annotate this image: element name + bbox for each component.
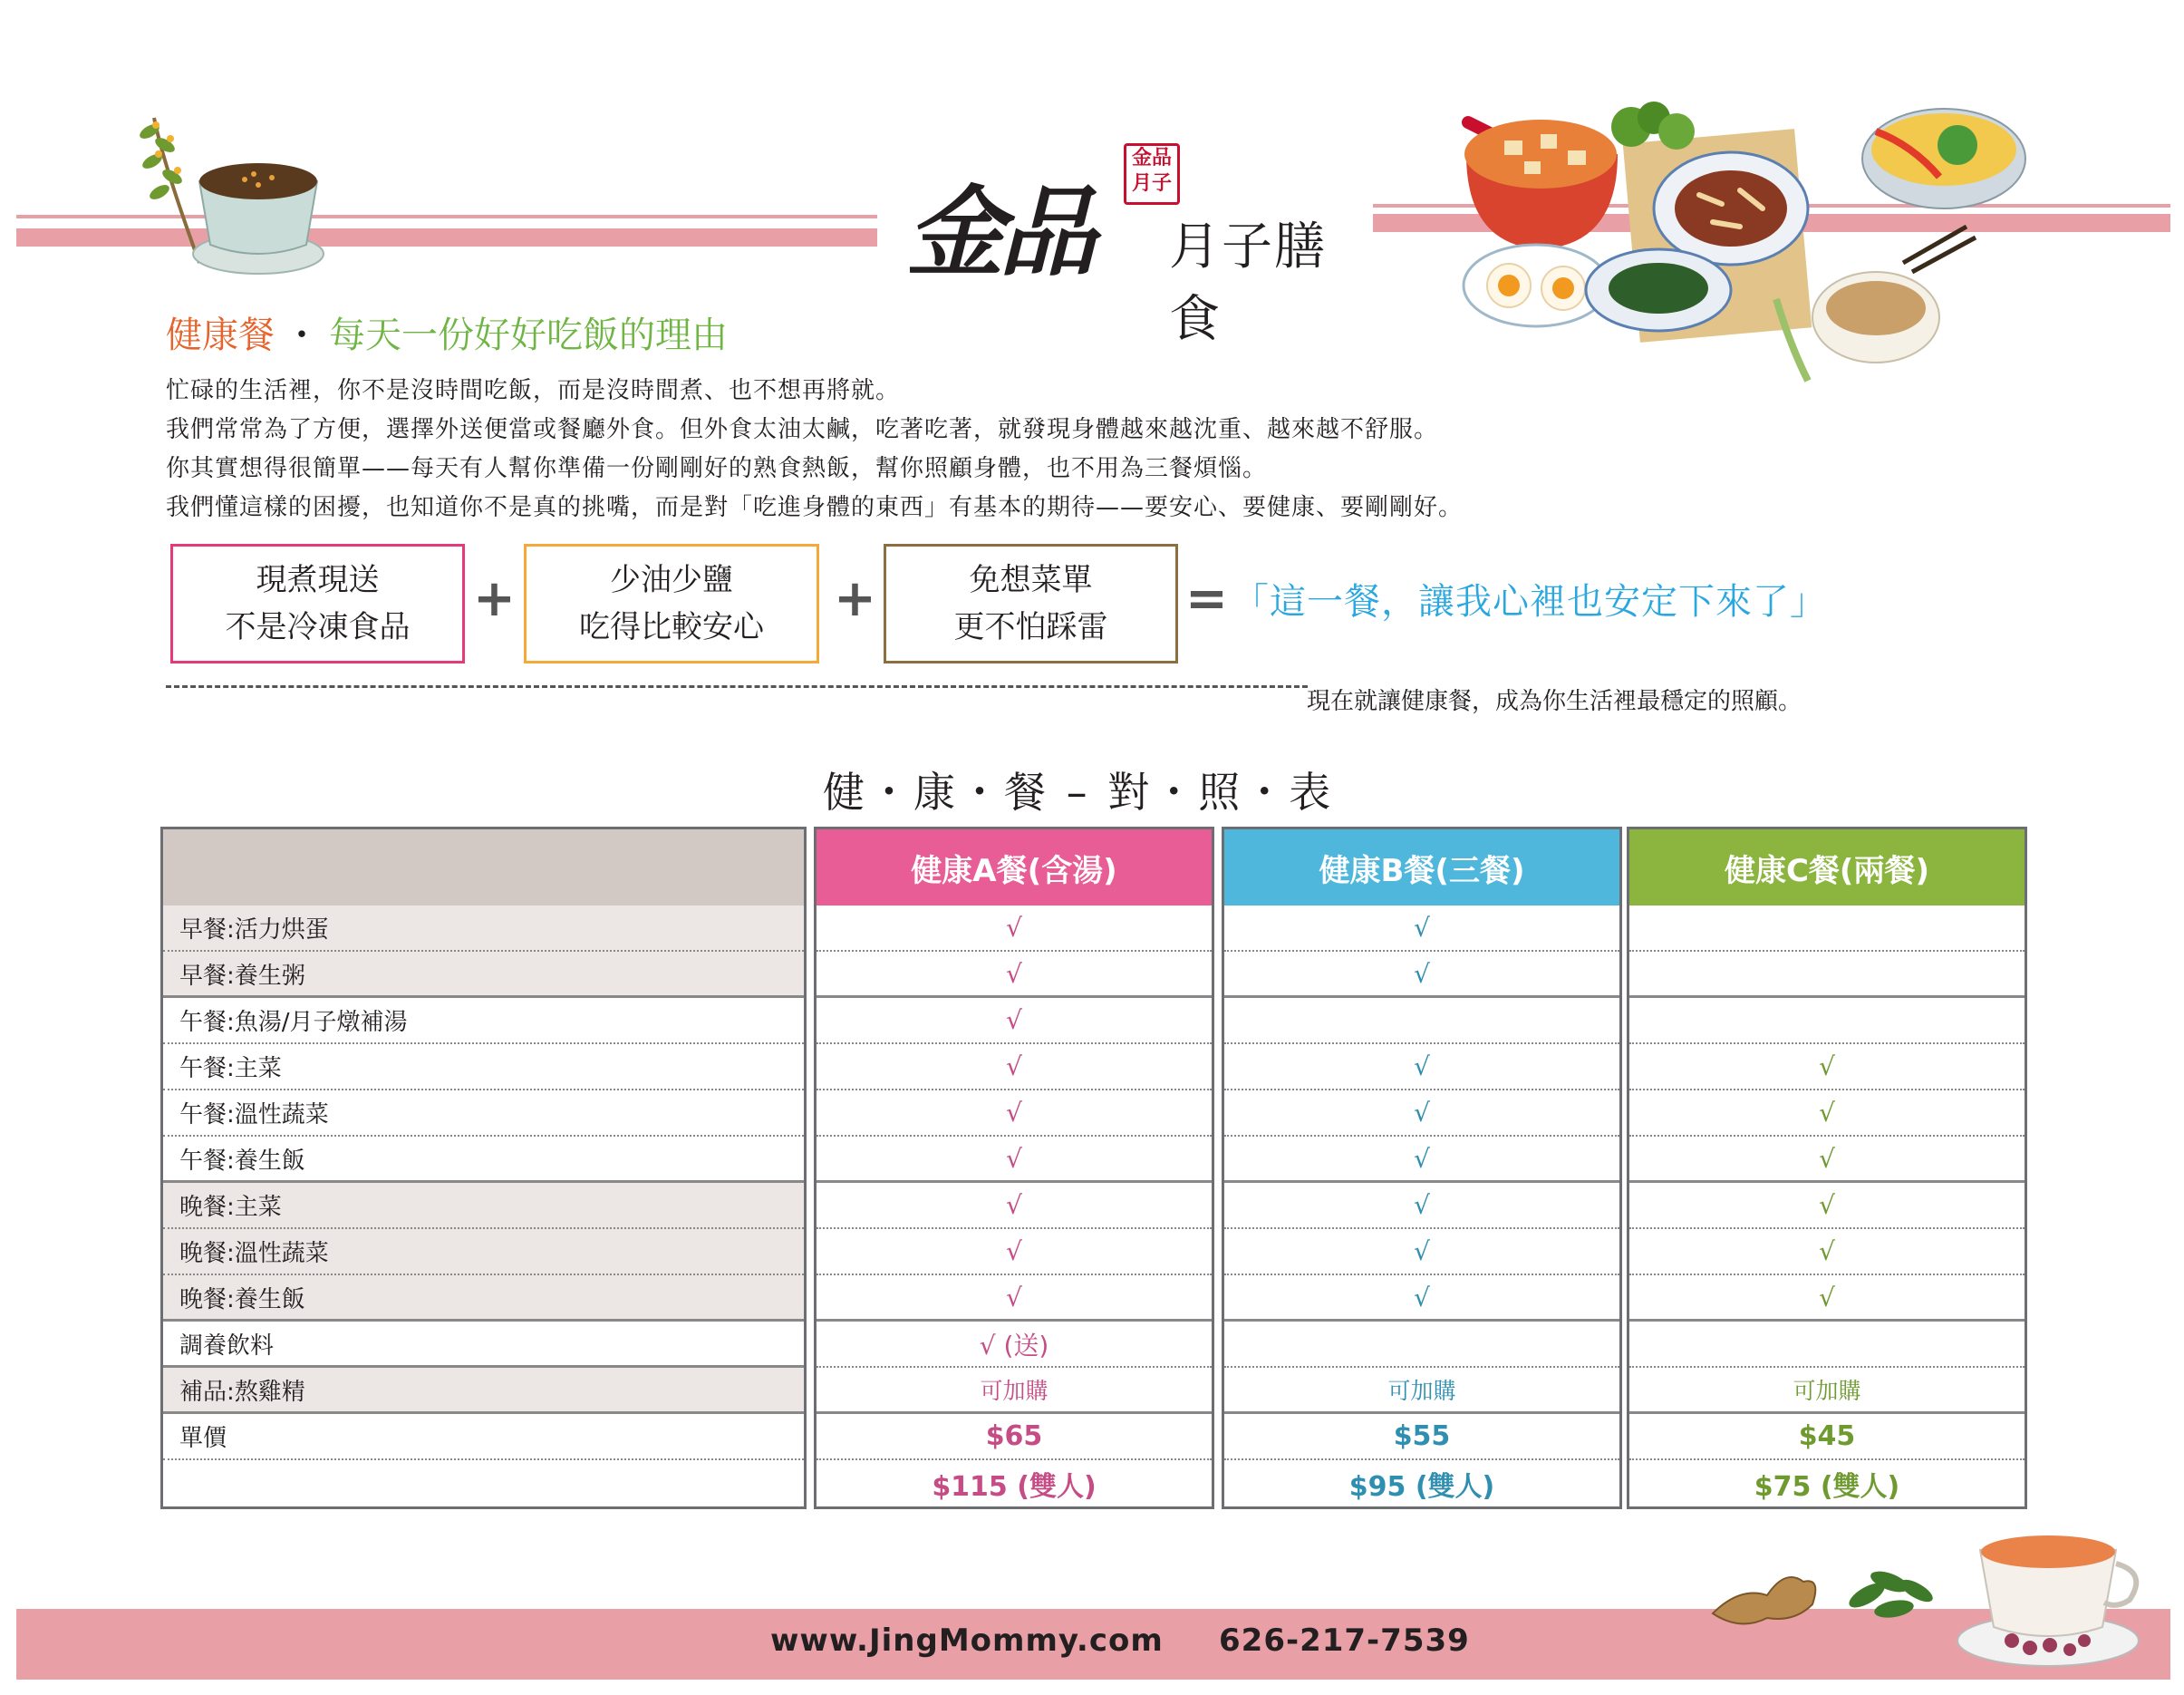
herbal-tea-illustration — [1704, 1496, 2175, 1677]
table-row-label: 午餐:主菜 — [163, 1044, 804, 1090]
footer-website-link[interactable]: www.JingMommy.com — [770, 1622, 1164, 1659]
plan-b-cell — [1224, 1322, 1619, 1368]
plan-a-cell: √ — [817, 1183, 1212, 1229]
table-row-label: 晚餐:主菜 — [163, 1183, 804, 1229]
feature-box-healthy-line1: 少油少鹽 — [610, 562, 733, 598]
plan-c-cell: √ — [1629, 1183, 2025, 1229]
plan-c-cell — [1629, 1322, 2025, 1368]
plan-b-cell: √ — [1224, 1137, 1619, 1183]
intro-paragraph-4: 我們懂這樣的困擾，也知道你不是真的挑嘴，而是對「吃進身體的東西」有基本的期待——要安心、要健康、要剛剛好。 — [166, 494, 1464, 521]
plan-b-cell: √ — [1224, 1229, 1619, 1275]
plan-a-cell: √ — [817, 906, 1212, 952]
plan-c-cell — [1629, 952, 2025, 998]
plan-c-cell: √ — [1629, 1137, 2025, 1183]
feature-box-fresh — [170, 544, 465, 663]
plan-b-header: 健康B餐(三餐) — [1224, 829, 1619, 906]
plan-b-cell: √ — [1224, 1275, 1619, 1322]
feature-box-healthy-line2: 吃得比較安心 — [579, 609, 764, 645]
logo-seal-stamp: 金品月子 — [1124, 143, 1180, 205]
logo-sub-text: 月子膳食 — [1169, 218, 1327, 349]
plan-c-cell — [1629, 998, 2025, 1044]
plan-c-price-double: $75 (雙人) — [1754, 1470, 1900, 1503]
plan-a-price-double: $115 (雙人) — [932, 1470, 1097, 1503]
table-row-label — [163, 1460, 804, 1506]
table-title: 健・康・餐 – 對・照・表 — [823, 768, 1335, 817]
plan-c-cell — [1629, 906, 2025, 952]
intro-heading-main: 健康餐 — [166, 315, 275, 356]
table-row-label: 午餐:溫性蔬菜 — [163, 1090, 804, 1137]
plan-c-cell: √ — [1629, 1229, 2025, 1275]
plan-a-cell: √ — [817, 1090, 1212, 1137]
plan-a-cell: √ — [817, 1137, 1212, 1183]
plan-a-cell: √ — [817, 998, 1212, 1044]
plus-sign-1: + — [473, 569, 516, 628]
plan-c-column — [1627, 827, 2027, 1509]
plan-b-cell: √ — [1224, 906, 1619, 952]
tea-cup-illustration — [100, 109, 326, 281]
feature-box-menu-line2: 更不怕踩雷 — [953, 609, 1108, 645]
plan-c-cell: √ — [1629, 1275, 2025, 1322]
plan-a-cell: √ — [817, 1229, 1212, 1275]
plan-a-cell: √ (送) — [817, 1322, 1212, 1368]
plan-a-header: 健康A餐(含湯) — [817, 829, 1212, 906]
plan-b-cell — [1224, 998, 1619, 1044]
plan-c-cell: √ — [1629, 1044, 2025, 1090]
table-row-label: 午餐:養生飯 — [163, 1137, 804, 1183]
food-dishes-illustration — [1450, 91, 2039, 390]
plus-sign-2: + — [834, 569, 876, 628]
plan-a-cell: √ — [817, 1044, 1212, 1090]
table-row-label: 晚餐:溫性蔬菜 — [163, 1229, 804, 1275]
intro-heading-dot: ・ — [284, 315, 320, 356]
plan-b-price: $55 — [1224, 1414, 1619, 1460]
intro-heading — [166, 306, 728, 358]
table-row-label: 晚餐:養生飯 — [163, 1275, 804, 1322]
plan-a-cell: √ — [817, 1275, 1212, 1322]
equation-result: 「這一餐，讓我心裡也安定下來了」 — [1232, 581, 1827, 623]
plan-a-column — [814, 827, 1214, 1509]
plan-b-cell: √ — [1224, 1044, 1619, 1090]
plan-b-cell: √ — [1224, 1183, 1619, 1229]
plan-b-price-double: $95 (雙人) — [1348, 1470, 1495, 1503]
feature-box-menu-line1: 免想菜單 — [969, 562, 1093, 598]
plan-b-addon: 可加購 — [1224, 1368, 1619, 1414]
plan-c-cell: √ — [1629, 1090, 2025, 1137]
feature-box-menu — [884, 544, 1178, 663]
table-row-label: 午餐:魚湯/月子燉補湯 — [163, 998, 804, 1044]
feature-box-healthy — [524, 544, 819, 663]
tagline: 現在就讓健康餐，成為你生活裡最穩定的照顧。 — [1307, 688, 1802, 715]
plan-b-cell: √ — [1224, 1090, 1619, 1137]
plan-a-cell: √ — [817, 952, 1212, 998]
plan-a-price: $65 — [817, 1414, 1212, 1460]
table-row-label: 單價 — [163, 1414, 804, 1460]
table-row-label: 早餐:活力烘蛋 — [163, 906, 804, 952]
equals-sign: = — [1185, 569, 1228, 628]
dashed-divider — [166, 685, 1308, 688]
table-row-label: 補品:熬雞精 — [163, 1368, 804, 1414]
plan-b-cell: √ — [1224, 952, 1619, 998]
intro-heading-tagline: 每天一份好好吃飯的理由 — [329, 315, 728, 356]
logo-main-text: 金品 — [906, 176, 1092, 290]
brand-logo — [906, 136, 1359, 349]
plan-c-addon: 可加購 — [1629, 1368, 2025, 1414]
plan-a-addon: 可加購 — [817, 1368, 1212, 1414]
table-row-label: 早餐:養生粥 — [163, 952, 804, 998]
intro-paragraph-3: 你其實想得很簡單——每天有人幫你準備一份剛剛好的熟食熱飯，幫你照顧身體，也不用為三餐煩惱。 — [166, 455, 1268, 482]
feature-box-fresh-line2: 不是冷凍食品 — [225, 609, 411, 645]
feature-box-fresh-line1: 現煮現送 — [256, 562, 380, 598]
table-label-header — [163, 829, 804, 906]
intro-paragraph-2: 我們常常為了方便，選擇外送便當或餐廳外食。但外食太油太鹹，吃著吃著，就發現身體越來越沈重、越來越不舒服。 — [166, 416, 1439, 443]
table-label-column — [160, 827, 807, 1509]
footer-phone[interactable]: 626-217-7539 — [1219, 1622, 1470, 1659]
plan-c-price: $45 — [1629, 1414, 2025, 1460]
plan-c-header: 健康C餐(兩餐) — [1629, 829, 2025, 906]
table-row-label: 調養飲料 — [163, 1322, 804, 1368]
plan-b-column — [1222, 827, 1622, 1509]
intro-paragraph-1: 忙碌的生活裡，你不是沒時間吃飯，而是沒時間煮、也不想再將就。 — [166, 377, 901, 404]
